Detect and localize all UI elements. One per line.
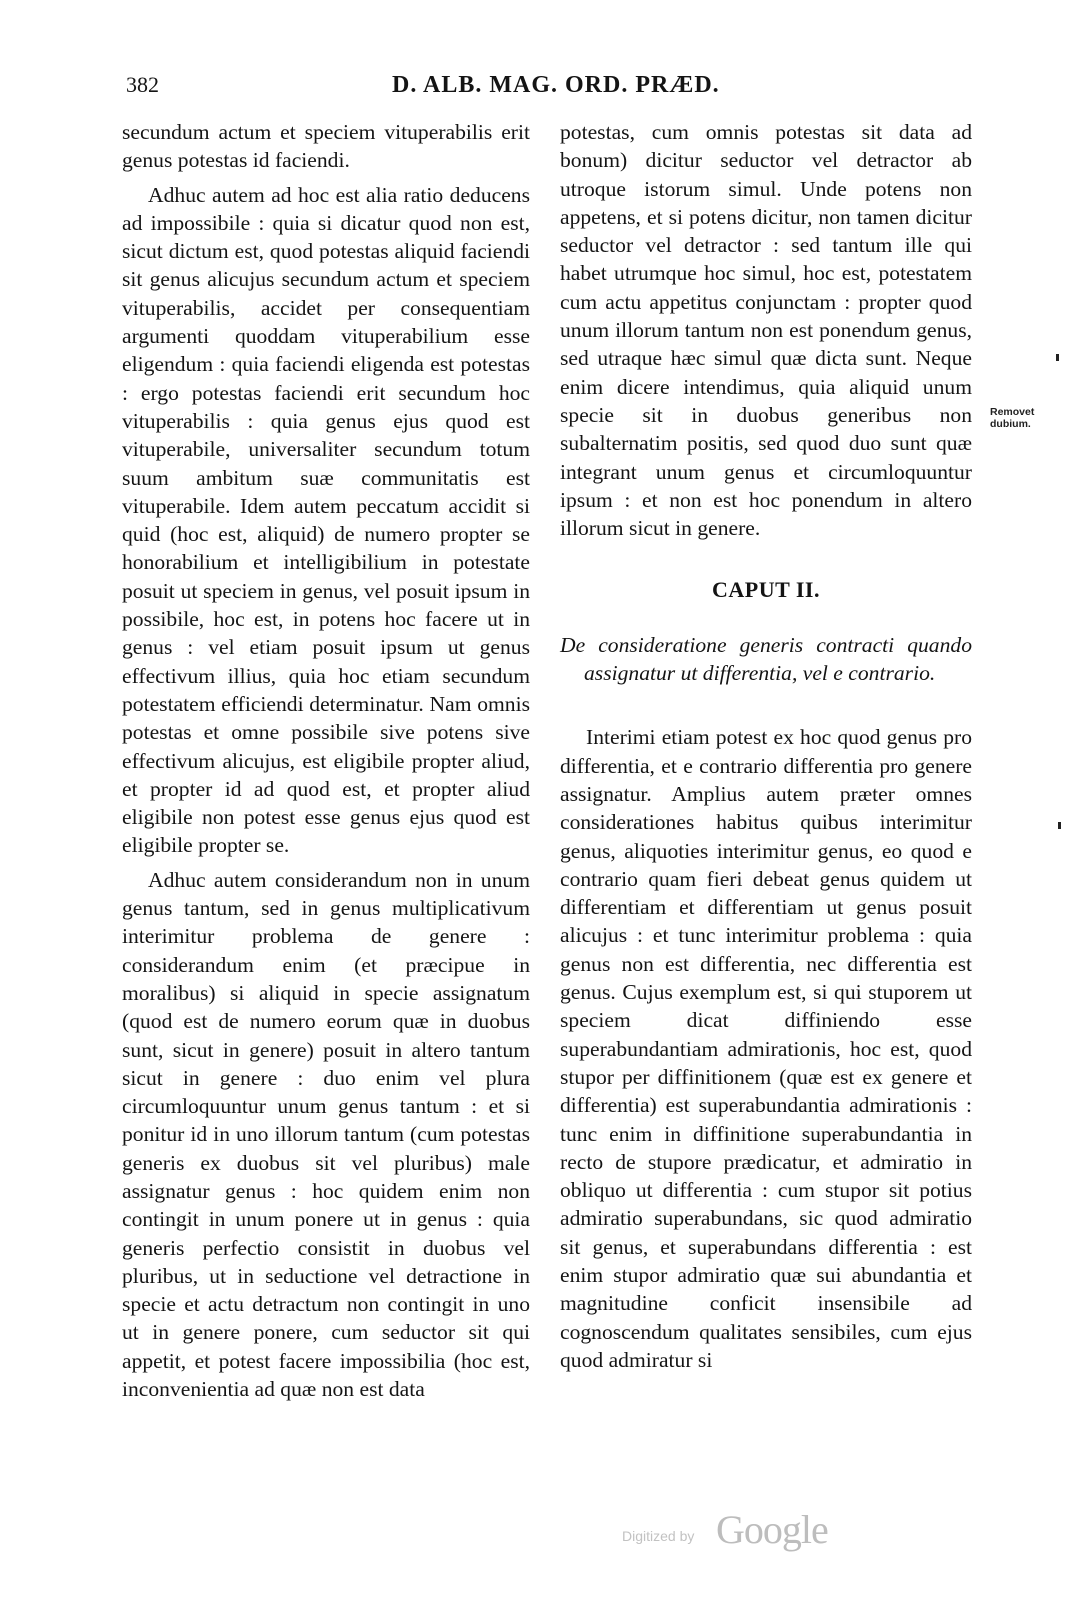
margin-note-line: Removet (990, 406, 1035, 418)
paragraph: Interimi etiam potest ex hoc quod genus pro differentia, et e contrario differentia pro genere assignatur. Amplius autem præter omnes considerationes habitus quibus interimitur genus, aliquoties interimitur genus, eo quod e contrario quam fieri debeat genus quidem ut differentiam et differentiam ut genus posuit alicujus : et tunc interimitur problema : quia genus non est differentia, nec differentia est genus. Cujus exemplum est, si qui stuporem ut speciem dicat diffiniendo esse superabundantiam admirationis, hoc est, quod stupor per diffinitionem (quæ est ex genere et differentia) est superabundantia admirationis : tunc enim in diffinitione superabundantia in recto de stupore prædicatur, et admiratio in obliquo ut differentia : cum stupor sit potius admiratio superabundans, sic quod admiratio sit genus, et superabundans differentia : est enim stupor admiratio quæ sui abundantia et magnitudine conficit insensibile ad cognoscendum qualitates sensibiles, cum ejus quod admiratur si (560, 725, 972, 1372)
digitized-label: Digitized by (622, 1528, 695, 1544)
scan-speck (1056, 354, 1059, 361)
google-logo: Google (716, 1507, 828, 1552)
margin-note (990, 406, 1034, 430)
right-column (560, 118, 972, 1380)
paragraph: secundum actum et speciem vituperabilis erit genus potestas id faciendi. (122, 120, 530, 173)
margin-note-line: dubium. (990, 418, 1031, 430)
paragraph: Adhuc autem ad hoc est alia ratio deducens ad impossibile : quia si dicatur quod non est, sicut dictum est, quod potestas aliquid faciendi sit genus alicujus secundum actum et speciem vituperabilis, accidet per consequentiam argumenti quoddam vituperabilium esse eligendum : quia faciendi eligenda est potestas : ergo potestas faciendi erit secundum hoc vituperabilis : quia genus ejus quod est vituperabile, universaliter secundum totum suum ambitum suæ communitatis est vituperabile. Idem autem peccatum accidit si quid (hoc est, aliquid) de numero propter se honorabilium et intelligibilium in potestate posuit ut speciem in genus, vel posuit ipsum in possibile, hoc est, in potens hoc facere ut in genus : vel etiam posuit ipsum ut genus effectivum illius, quia hoc etiam secundum potestatem efficiendi determinatur. Nam omnis potestas et omne possibile sive potens sive effectivum alicujus, est eligibile propter aliud, et propter id ad quod est, et propter aliud eligibile non potest esse genus ejus quod est eligibile propter se. (122, 182, 530, 858)
scan-speck (1058, 822, 1061, 829)
paragraph: Adhuc autem considerandum non in unum genus tantum, sed in genus multiplicativum interimitur problema de genere : considerandum enim (et præcipue in moralibus) si aliquid in specie assignatum (quod est de numero eorum quæ in duobus sunt, sicut in genere) posuit in altero tantum sicut in genere : duo enim vel plura circumloquuntur unum genus tantum : et si ponitur id in uno illorum tantum (cum potestas generis ex duobus sit vel pluribus) male assignatur genus : hoc quidem enim non contingit in unum ponere ut in genus : quia generis perfectio consistit in duobus vel pluribus, ut in seductione vel detractione in specie et actu detractum non contingit in uno ut in genere ponere, cum seductor sit qui appetit, et potest facere impossibilia (hoc est, inconvenientia ad quæ non est data (122, 867, 530, 1402)
digitized-footer (622, 1506, 862, 1556)
left-column (122, 118, 530, 1409)
chapter-subtitle: De consideratione generis contracti quando assignatur ut differentia, vel e contrario. (560, 632, 972, 686)
page-header (0, 72, 1070, 102)
chapter-heading: CAPUT II. (711, 577, 820, 603)
running-title: D. ALB. MAG. ORD. PRÆD. (392, 72, 720, 98)
page-number: 382 (126, 72, 159, 97)
paragraph: potestas, cum omnis potestas sit data ad bonum) dicitur seductor vel detractor ab utroque istorum simul. Unde potens non appetens, et si potens dicitur, non tamen dicitur seductor vel detractor : sed tantum ille qui habet utrumque hoc simul, hoc est, potestatem cum actu appetitus conjunctam : propter quod unum illorum tantum non est ponendum genus, sed utraque hæc simul quæ dicta sunt. Neque enim dicere intendimus, quia aliquid unum specie sit in duobus generibus non subalternatim positis, sed quod duo sunt quæ integrant unum genus et circumloquuntur ipsum : et non est hoc ponendum in altero illorum sicut in genere. (560, 120, 972, 541)
